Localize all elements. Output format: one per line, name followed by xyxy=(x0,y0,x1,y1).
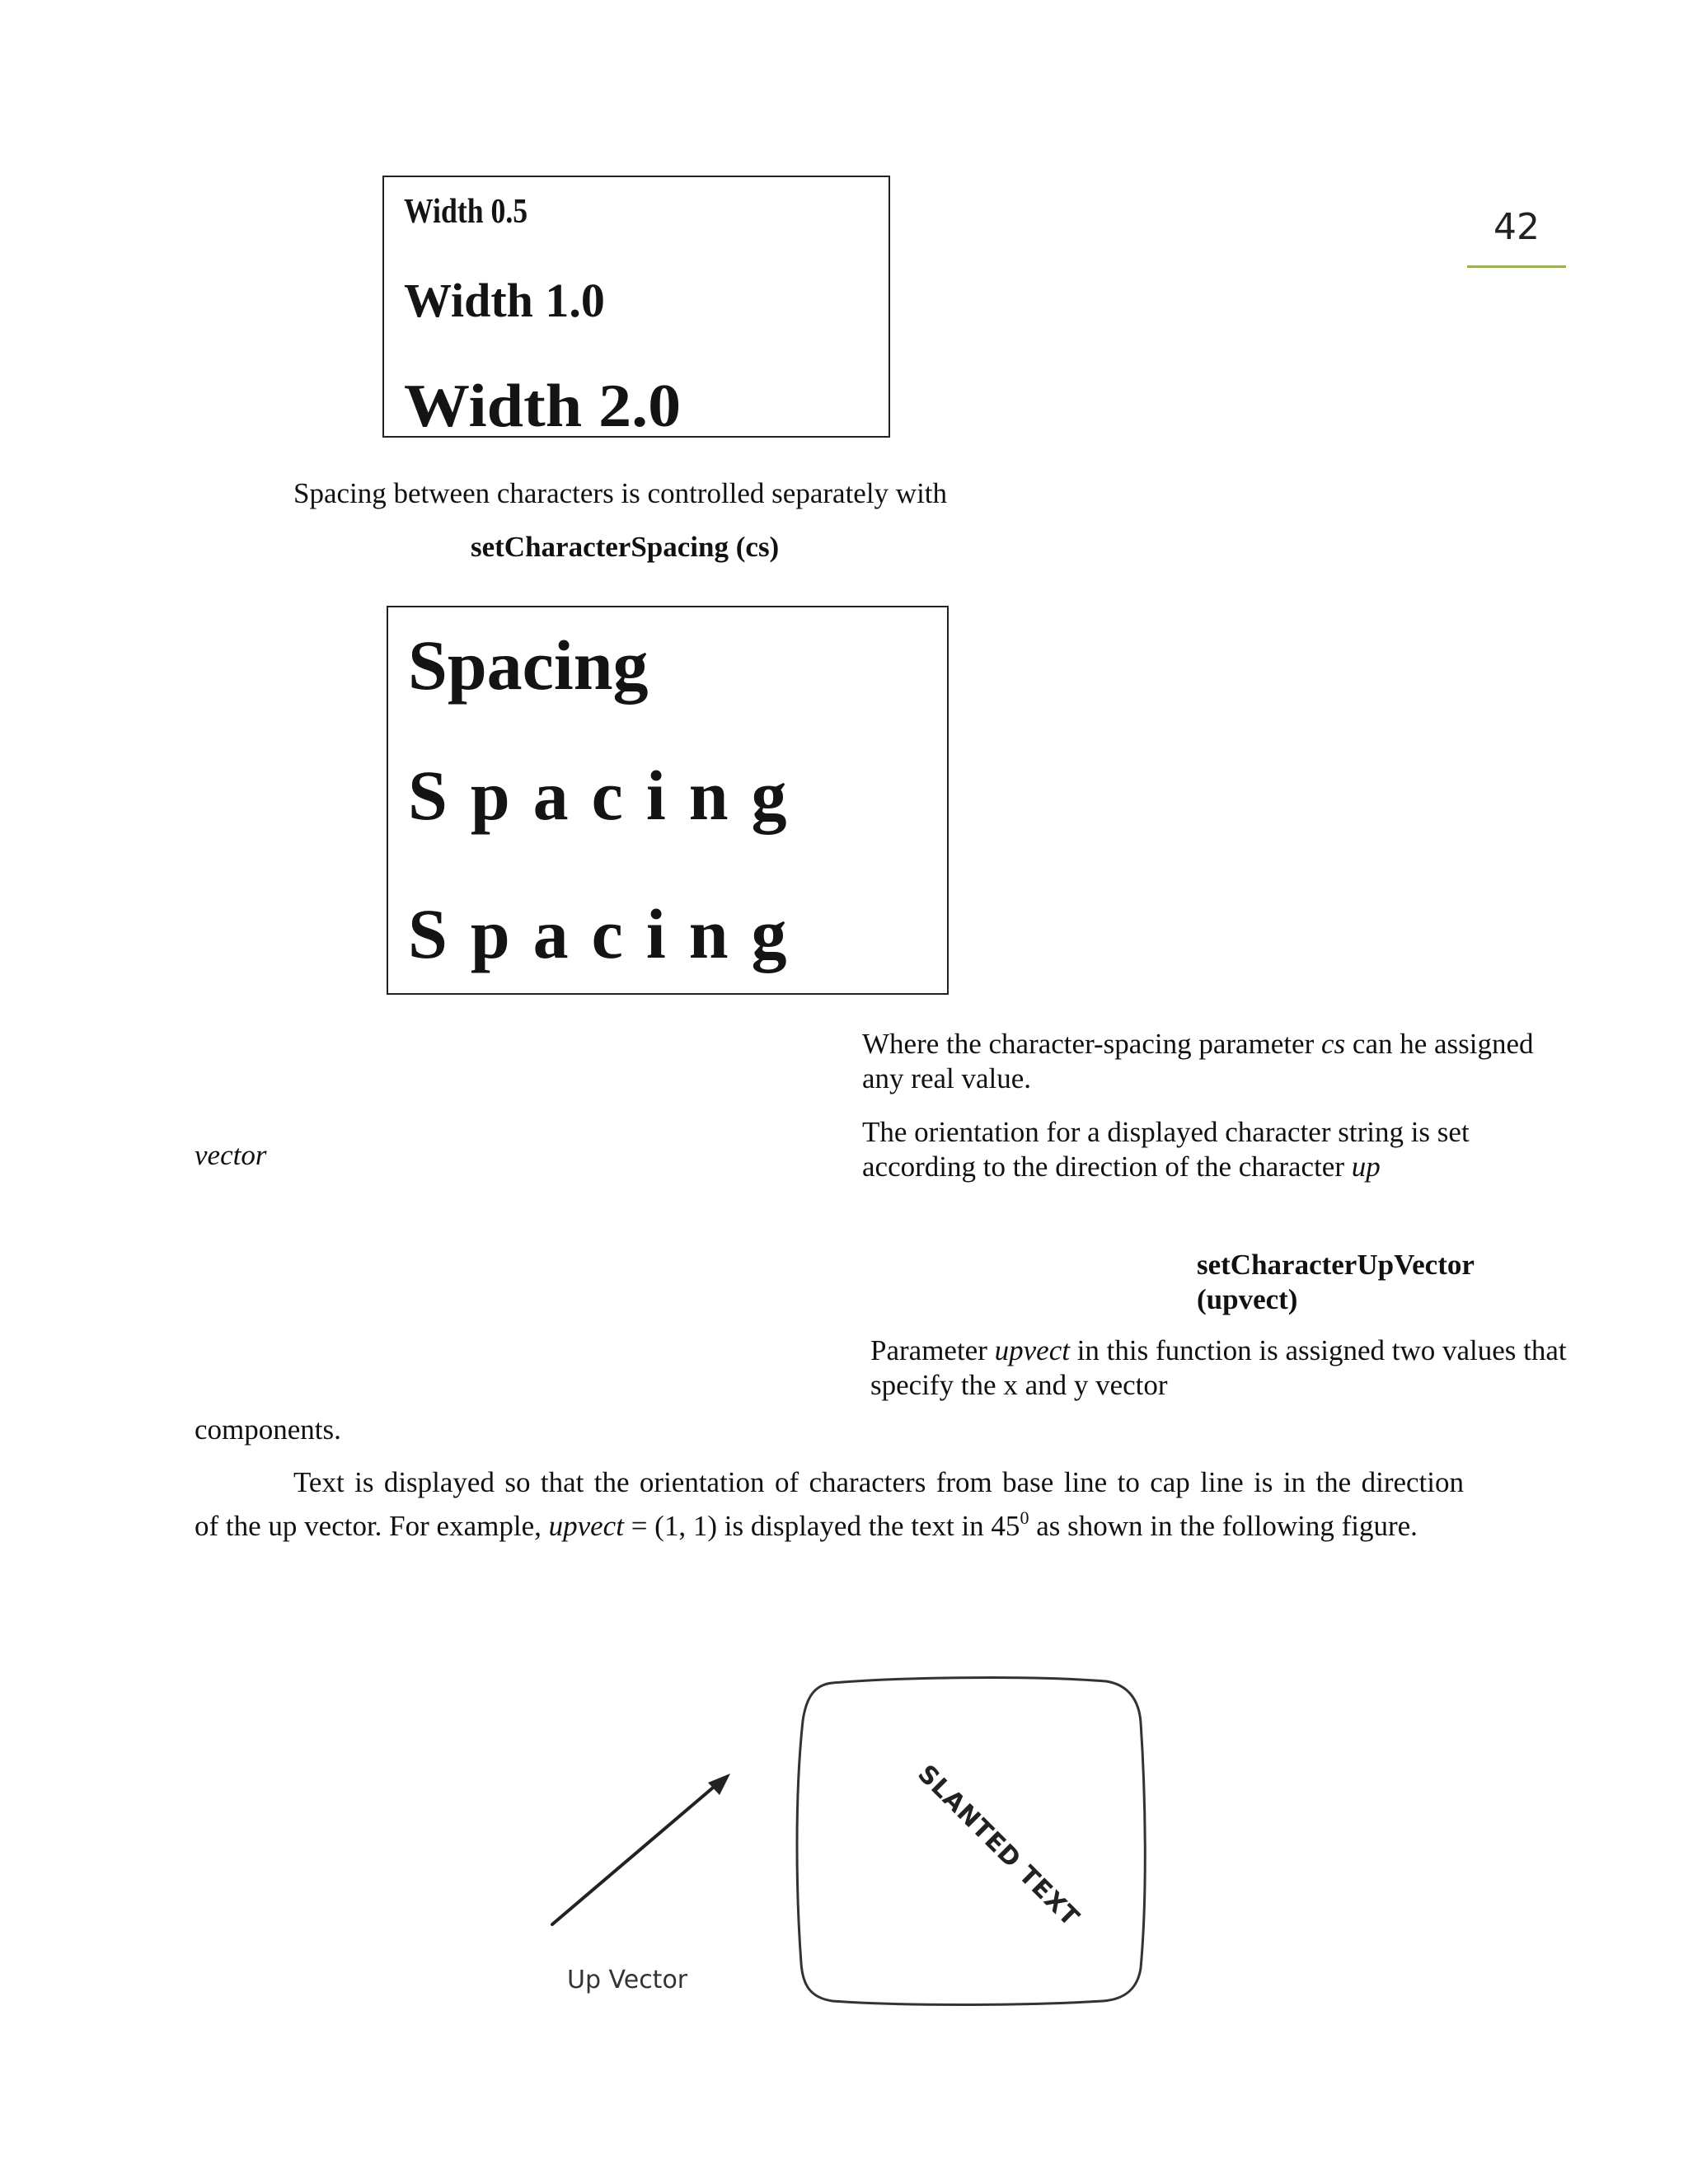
orientation-text: The orientation for a displayed character string is set according to the direction of the character xyxy=(862,1116,1470,1183)
width-figure xyxy=(382,176,890,438)
text-orientation-line1: Text is displayed so that the orientation of characters from base line to cap line is in the direction xyxy=(293,1466,1464,1498)
text-orientation-upvect: upvect xyxy=(548,1510,624,1542)
slanted-text: SLANTED TEXT xyxy=(912,1759,1085,1933)
width-2-0-sample: Width 2.0 xyxy=(404,373,682,438)
width-0-5-sample: Width 0.5 xyxy=(404,193,528,231)
upvect-param: upvect xyxy=(994,1334,1070,1366)
upvect-paragraph-after: in this function is assigned two values that specify the x and y vector xyxy=(870,1334,1567,1401)
upvector-function-line2: (upvect) xyxy=(1197,1283,1298,1315)
up-vector-label: Up Vector xyxy=(567,1966,688,1994)
cs-paragraph-after: can he assigned any real value. xyxy=(862,1028,1534,1094)
width-1-0-sample: Width 1.0 xyxy=(404,274,605,327)
cs-paragraph xyxy=(862,1027,1571,1096)
up-vector-arrow-shaft xyxy=(552,1779,724,1924)
orientation-up-word: up xyxy=(1351,1151,1381,1183)
orientation-paragraph xyxy=(862,1115,1571,1184)
spacing-intro-text: Spacing between characters is controlled separately with xyxy=(293,477,948,509)
upvect-paragraph-tail: components. xyxy=(195,1413,341,1446)
upvect-paragraph xyxy=(870,1333,1571,1403)
degree-superscript: 0 xyxy=(1020,1507,1029,1528)
spacing-figure xyxy=(387,606,949,995)
text-orientation-line2-a: of the up vector. For example, xyxy=(195,1510,549,1542)
upvector-figure-svg xyxy=(528,1657,1170,2019)
text-orientation-line2-c: as shown in the following figure. xyxy=(1029,1510,1418,1542)
cs-param: cs xyxy=(1321,1028,1346,1060)
up-vector-arrowhead xyxy=(708,1774,730,1795)
cs-paragraph-before: Where the character-spacing parameter xyxy=(862,1028,1321,1060)
spacing-sample-wider: Spacing xyxy=(408,894,810,973)
upvector-function-line1: setCharacterUpVector xyxy=(1197,1249,1475,1281)
orientation-vector-word: vector xyxy=(195,1139,267,1171)
page-number: 42 xyxy=(1493,206,1540,248)
upvector-function xyxy=(1197,1248,1475,1317)
spacing-sample-wide: Spacing xyxy=(408,756,810,835)
text-orientation-line2 xyxy=(195,1509,1464,1544)
page-number-rule xyxy=(1467,265,1566,268)
screen-outline xyxy=(797,1678,1145,2005)
text-orientation-paragraph xyxy=(195,1465,1464,1544)
text-orientation-line2-b: = (1, 1) is displayed the text in 45 xyxy=(623,1510,1020,1542)
spacing-function-text: setCharacterSpacing (cs) xyxy=(471,531,780,563)
upvector-figure xyxy=(528,1657,1170,2019)
spacing-sample-normal: Spacing xyxy=(408,626,649,705)
upvect-paragraph-before: Parameter xyxy=(870,1334,995,1366)
